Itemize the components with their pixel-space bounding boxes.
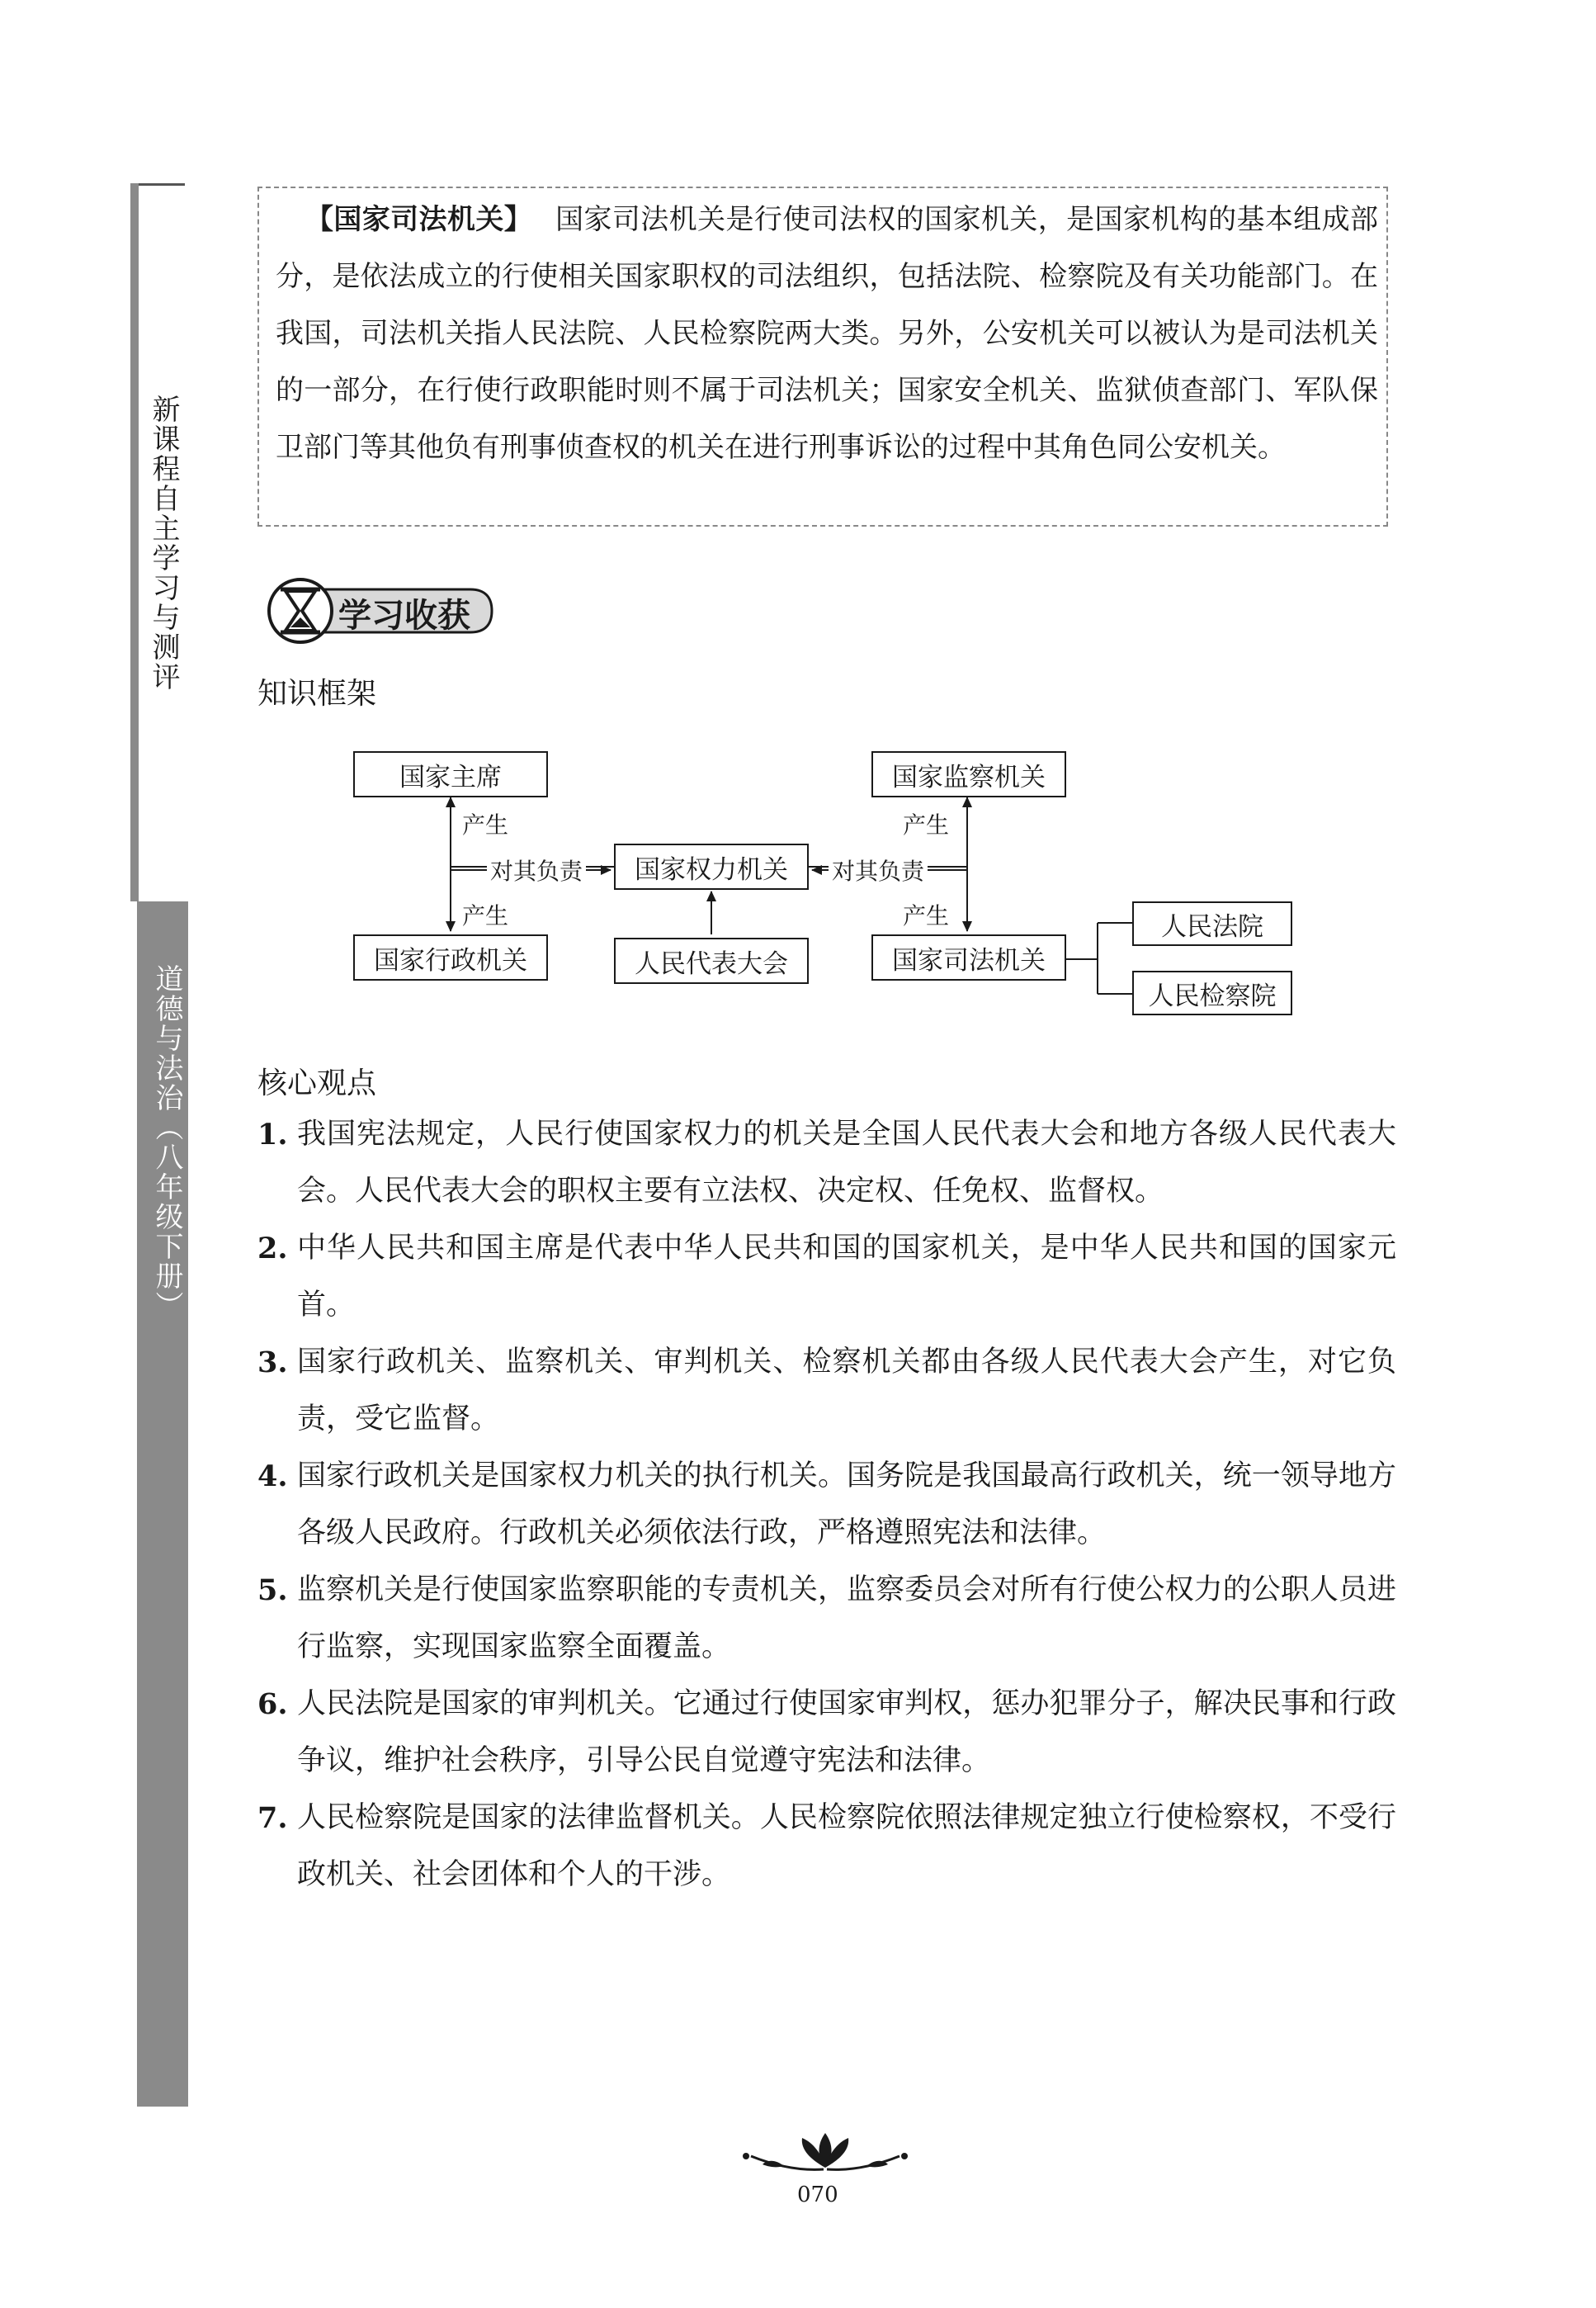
page-number: 070 xyxy=(797,2183,838,2207)
point-text: 人民检察院是国家的法律监督机关。人民检察院依照法律规定独立行使检察权，不受行政机关、社会团体和个人的干涉。 xyxy=(297,1801,1396,1891)
point-number: 3. xyxy=(257,1346,288,1379)
note-title: 【国家司法机关】 xyxy=(305,203,533,236)
point-text: 我国宪法规定，人民行使国家权力的机关是全国人民代表大会和地方各级人民代表大会。人民代表大会的职权主要有立法权、决定权、任免权、监督权。 xyxy=(297,1118,1396,1208)
core-point xyxy=(257,1334,1396,1448)
label-responsible-right: 对其负责 xyxy=(829,854,928,887)
core-point xyxy=(257,1562,1396,1676)
point-text: 国家行政机关是国家权力机关的执行机关。国务院是我国最高行政机关，统一领导地方各级人民政府。行政机关必须依法行政，严格遵照宪法和法律。 xyxy=(297,1459,1396,1549)
core-point xyxy=(257,1106,1396,1220)
series-title: 新课程自主学习与测评 xyxy=(147,395,180,692)
point-number: 1. xyxy=(257,1118,288,1152)
label-responsible-left: 对其负责 xyxy=(487,854,586,887)
note-text xyxy=(276,192,1378,476)
node-court: 人民法院 xyxy=(1132,901,1292,946)
note-body: 国家司法机关是行使司法权的国家机关，是国家机构的基本组成部分，是依法成立的行使相关国家职权的司法组织，包括法院、检察院及有关功能部门。在我国，司法机关指人民法院、人民检察院两大类。另外，公安机关可以被认为是司法机关的一部分，在行使行政职能时则不属于司法机关；国家安全机关、监狱侦查部门、军队保卫部门等其他负有刑事侦查权的机关在进行刑事诉讼的过程中其角色同公安机关。 xyxy=(276,203,1379,464)
point-number: 6. xyxy=(257,1687,288,1721)
point-text: 国家行政机关、监察机关、审判机关、检察机关都由各级人民代表大会产生，对它负责，受它监督。 xyxy=(297,1346,1396,1435)
node-administrative: 国家行政机关 xyxy=(353,934,548,981)
footer-ornament-icon xyxy=(734,2128,916,2178)
node-president: 国家主席 xyxy=(353,751,548,797)
node-power: 国家权力机关 xyxy=(614,844,809,890)
core-point xyxy=(257,1220,1396,1334)
hourglass-icon xyxy=(269,579,332,642)
node-judicial: 国家司法机关 xyxy=(871,934,1066,981)
node-congress: 人民代表大会 xyxy=(614,938,809,984)
node-supervision: 国家监察机关 xyxy=(871,751,1066,797)
section-title: 学习收获 xyxy=(338,597,470,635)
core-heading: 核心观点 xyxy=(257,1067,377,1100)
subject-title: 道德与法治（八年级下册） xyxy=(150,964,183,1321)
side-tab-upper-bar xyxy=(130,183,139,901)
point-text: 人民法院是国家的审判机关。它通过行使国家审判权，惩办犯罪分子，解决民事和行政争议，维护社会秩序，引导公民自觉遵守宪法和法律。 xyxy=(297,1687,1396,1777)
point-number: 7. xyxy=(257,1801,288,1835)
label-produce-administrative: 产生 xyxy=(459,898,512,931)
core-points-list xyxy=(257,1106,1396,1904)
core-point xyxy=(257,1790,1396,1904)
framework-heading: 知识框架 xyxy=(257,677,377,711)
label-produce-supervision: 产生 xyxy=(900,807,952,840)
point-text: 监察机关是行使国家监察职能的专责机关，监察委员会对所有行使公权力的公职人员进行监察，实现国家监察全面覆盖。 xyxy=(297,1573,1396,1663)
node-procuratorate: 人民检察院 xyxy=(1132,971,1292,1015)
point-text: 中华人民共和国主席是代表中华人民共和国的国家机关，是中华人民共和国的国家元首。 xyxy=(297,1232,1396,1322)
point-number: 4. xyxy=(257,1459,288,1493)
point-number: 2. xyxy=(257,1232,288,1265)
core-point xyxy=(257,1448,1396,1562)
label-produce-judicial: 产生 xyxy=(900,898,952,931)
point-number: 5. xyxy=(257,1573,288,1607)
core-point xyxy=(257,1676,1396,1790)
label-produce-president: 产生 xyxy=(459,807,512,840)
